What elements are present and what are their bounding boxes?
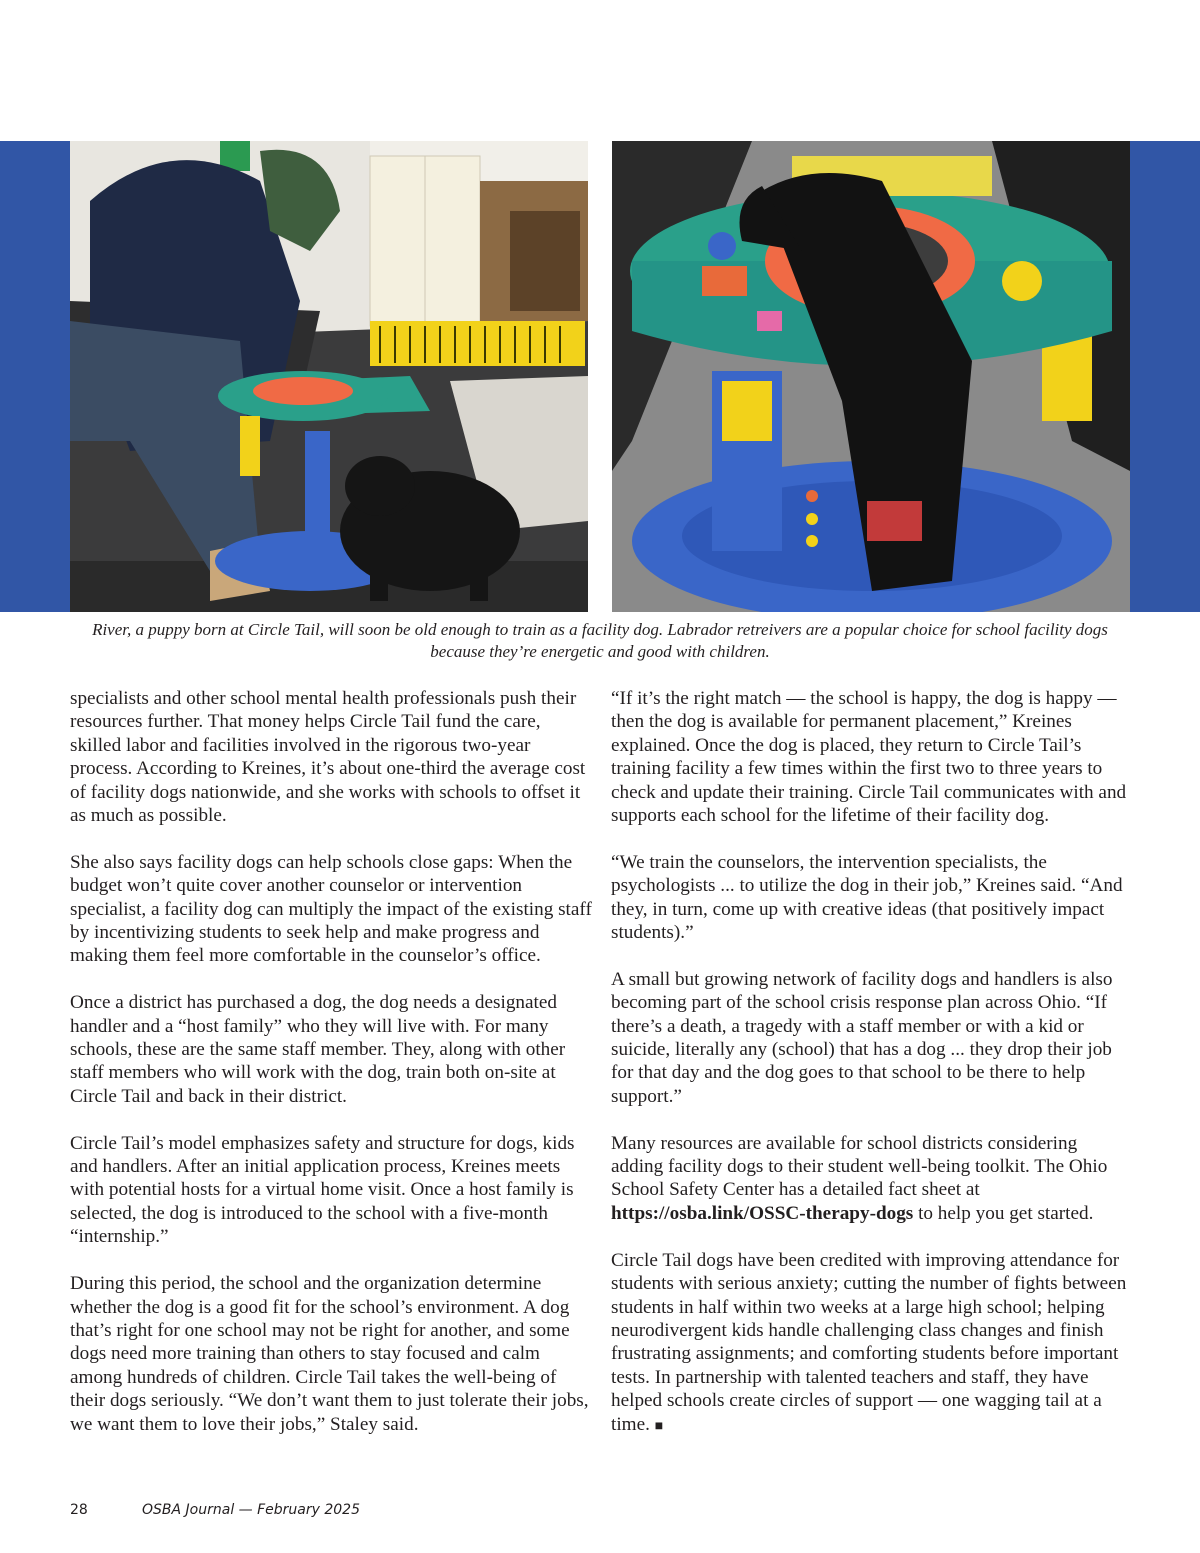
right-accent-band — [1130, 141, 1200, 612]
photo-handler-with-puppy — [70, 141, 588, 612]
page-footer — [70, 1502, 360, 1518]
paragraph: “We train the counselors, the intervention specialists, the psychologists ... to utilize the dog in their job,” Kreines said. “And they, in turn, come up with creative ideas (that positively impact students).” — [611, 851, 1123, 944]
photo-handler-with-puppy-illustration — [70, 141, 588, 612]
paragraph: Circle Tail’s model emphasizes safety and structure for dogs, kids and handlers. After an initial application process, Kreines meets with potential hosts for a virtual home visit. Once a host family is selected, the dog is introduced to the school with a five-month “internship.” — [70, 1132, 575, 1248]
page-number: 28 — [70, 1502, 88, 1518]
article-column-left — [70, 687, 592, 1436]
resources-text: Many resources are available for school districts considering adding facility dogs to their student well-being toolkit. The Ohio School Safety Center has a detailed fact sheet at — [611, 1132, 1108, 1201]
fact-sheet-link[interactable]: https://osba.link/OSSC-therapy-dogs — [611, 1202, 914, 1224]
left-accent-band — [0, 141, 70, 612]
paragraph: Once a district has purchased a dog, the dog needs a designated handler and a “host family” who they will live with. For many schools, these are the same staff member. They, along with other staff members who will work with the dog, train both on-site at Circle Tail and back in their district. — [70, 992, 566, 1107]
paragraph: “If it’s the right match — the school is happy, the dog is happy — then the dog is available for permanent placement,” Kreines explained. Once the dog is placed, they return to Circle Tail’s training facility a few times within the first two to three years to check and update their training. Circle Tail communicates with and supports each school for the lifetime of their facility dog. — [611, 688, 1127, 827]
paragraph: specialists and other school mental health professionals push their resources further. That money helps Circle Tail fund the care, skilled labor and facilities involved in the rigorous two-year process. According to Kreines, it’s about one-third the average cost of facility dogs nationwide, and she works with schools to offset it as much as possible. — [70, 688, 586, 827]
resources-paragraph — [611, 1132, 1134, 1226]
photo-caption: River, a puppy born at Circle Tail, will soon be old enough to train as a facility dog. Labrador retreivers are a popular choice for school facility dogs because they’re energetic and good with children. — [92, 620, 1108, 661]
paragraph: During this period, the school and the organization determine whether the dog is a good fit for the school’s environment. A dog that’s right for one school may not be right for another, and some dogs need more training than others to stay focused and calm among hundreds of children. Circle Tail takes the well-being of their dogs seriously. “We don’t want them to just tolerate their jobs, we want them to love their jobs,” Staley said. — [70, 1273, 589, 1435]
resources-text-end: to help you get started. — [913, 1202, 1094, 1224]
photo-puppy-in-walker — [612, 141, 1130, 612]
closing-paragraph — [611, 1249, 1134, 1438]
paragraph: She also says facility dogs can help schools close gaps: When the budget won’t quite cover another counselor or intervention specialist, a facility dog can multiply the impact of the existing staff by incentivizing students to seek help and make progress and making them feel more comfortable in the counselor’s office. — [70, 851, 592, 967]
photo-puppy-in-walker-illustration — [612, 141, 1130, 612]
paragraph: A small but growing network of facility dogs and handlers is also becoming part of the school crisis response plan across Ohio. “If there’s a death, a tragedy with a staff member or with a kid or suicide, literally any (school) that has a dog ... they drop their job for that day and the dog goes to that school to be there to help support.” — [611, 968, 1113, 1107]
publication-name: OSBA Journal — February 2025 — [142, 1502, 360, 1518]
closing-text: Circle Tail dogs have been credited with improving attendance for students with serious anxiety; cutting the number of fights between students in half within two weeks at a large high school; helping neurodivergent kids handle challenging class changes and finish frustrating assignments; and comforting students before important tests. In partnership with talented teachers and staff, they have helped schools create circles of support — one wagging tail at a time. — [611, 1249, 1127, 1435]
article-column-right — [611, 687, 1134, 1438]
end-of-article-mark: ■ — [654, 1418, 664, 1434]
